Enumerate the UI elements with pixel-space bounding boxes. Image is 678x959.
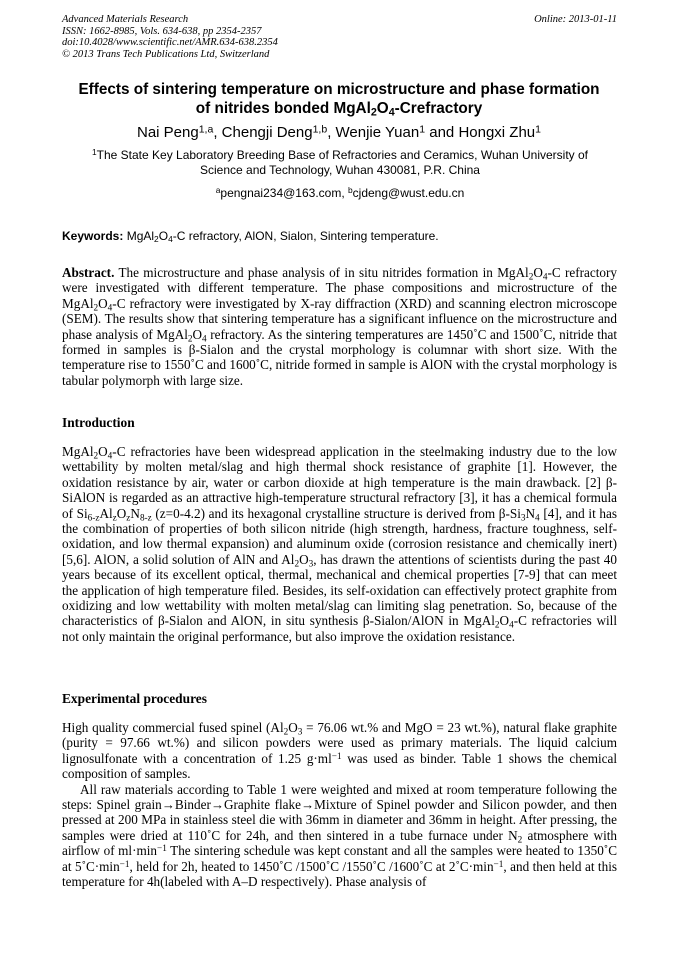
title-line-2: of nitrides bonded $MgAl_2O_4$-Crefractory bbox=[195, 100, 483, 119]
keywords-label: Keywords: bbox=[62, 229, 124, 243]
paper-title bbox=[40, 80, 638, 118]
email-link-a[interactable]: pengnai234@163.com, bbox=[220, 186, 348, 200]
keywords: Keywords: $MgAl_2O_4-C$ refractory, AlON, Sialon, Sintering temperature. bbox=[62, 229, 439, 245]
affiliation: $^1$The State Key Laboratory Breeding Base of Refractories and Ceramics, Wuhan University of Science and Technology, Wuhan 430081, P.R. China bbox=[91, 147, 589, 178]
experimental-heading: Experimental procedures bbox=[62, 691, 207, 706]
author-name: Wenjie Yuan bbox=[335, 124, 420, 141]
journal-doi[interactable]: doi:10.4028/www.scientific.net/AMR.634-638.2354 bbox=[62, 37, 278, 49]
introduction-text: $MgAl_2O_4-C$ refractories have been widespread application in the steelmaking industry due to the low wettability by molten metal/slag and high thermal shock resistance of graphite [1]. However, the oxidation resistance by air, water or carbon dioxide at high temperature is the main drawback. [2] β-SiAlON is regarded as an attractive high-temperature structural refractory [3], it has a chemical formula of $Si_{6-z}Al_zO_zN_{8-z}$ (z=0-4.2) and its hexagonal crystalline structure is derived from $\beta-Si_3N_4$ [4], and it has the combination of properties of both silicon nitride (high strength, hardness, fracture toughness, self-oxidation, and low thermal expansion) and aluminum oxide (corrosion resistance and chemically inert) [5,6]. AlON, a solid solution of AlN and $Al_2O_3$, has drawn the attentions of scientists during the past 40 years because of its excellent optical, thermal, mechanical and chemical properties [7-9] that can meet the application of high temperature filed. Besides, its self-oxidation can effectively protect graphite from oxidizing and low wettability with molten metal/slag can limiting slag penetration. So, because of the characteristics of β-Sialon and AlON, in situ synthesis β-Sialon/AlON in $MgAl_2O_4-C$ refractories will not only maintain the original performance, but also improve the oxidation resistance. bbox=[62, 444, 618, 644]
author-list: Nai Peng$^{1,a}$, Chengji Deng$^{1,b}$, Wenjie Yuan$^1$ and Hongxi Zhu$^1$ bbox=[137, 123, 541, 141]
journal-copyright: © 2013 Trans Tech Publications Ltd, Switzerland bbox=[62, 48, 270, 60]
journal-issn: ISSN: 1662-8985, Vols. 634-638, pp 2354-2357 bbox=[62, 25, 262, 37]
author-name: Nai Peng bbox=[137, 124, 199, 141]
abstract: Abstract. The microstructure and phase analysis of in situ nitrides formation in $MgAl_2O_4-C$ refractory were investigated with different temperature. The phase compositions and microstructure of the $MgAl_2O_4-C$ refractory were investigated by X-ray diffraction (XRD) and scanning electron microscope (SEM). The results show that sintering temperature has a significant influence on the microstructure and phase analysis of $MgAl_2O_4$ refractory. As the sintering temperatures are 1450˚C and 1500˚C, nitride that formed in samples is β-Sialon and the crystal morphology is columnar with short size. With the temperature rise to 1550˚C and 1600˚C, nitride formed in sample is AlON with the crystal morphology is tabular polymorph with large size. bbox=[62, 265, 618, 388]
author-name: Chengji Deng bbox=[221, 124, 313, 141]
journal-name: Advanced Materials Research bbox=[62, 14, 189, 25]
journal-header bbox=[62, 14, 617, 60]
experimental-text: High quality commercial fused spinel ($Al_2O_3 = 76.06$ wt.% and MgO = 23 wt.%), natural flake graphite (purity = 97.66 wt.%) and silicon powders were used as primary materials. The liquid calcium lignosulfonate with a concentration of 1.25 $g\cdot ml^{-1}$ was used as binder. Table 1 shows the chemical composition of samples. All raw materials according to Table 1 were weighted and mixed at room temperature following the steps: Spinel grain→Binder→Graphite flake→Mixture of Spinel powder and Silicon powder, and then pressed at 200 MPa in stainless steel die with 36mm in diameter and 36mm in height. After pressing, the samples were dried at 110˚C for 24h, and then sintered in a tube furnace under $N_2$ atmosphere with airflow of $ml\cdot\min^{-1}$ The sintering schedule was kept constant and all the samples were heated to 1350˚C at $5˚C\cdot\min^{-1}$, held for 2h, heated to 1450˚C /1500˚C /1550˚C /1600˚C at $2˚C\cdot\min^{-1}$, and then held at this temperature for 4h(labeled with A–D respectively). Phase analysis of bbox=[62, 720, 617, 890]
online-date: Online: 2013-01-11 bbox=[534, 14, 617, 25]
author-emails: $^a$pengnai234@163.com, $^b$cjdeng@wust.edu.cn bbox=[215, 185, 465, 200]
title-line-1: Effects of sintering temperature on microstructure and phase formation bbox=[78, 81, 600, 98]
introduction-heading: Introduction bbox=[62, 415, 135, 430]
email-link-b[interactable]: cjdeng@wust.edu.cn bbox=[352, 186, 465, 200]
abstract-label: Abstract. bbox=[62, 265, 115, 280]
author-name: Hongxi Zhu bbox=[458, 124, 536, 141]
